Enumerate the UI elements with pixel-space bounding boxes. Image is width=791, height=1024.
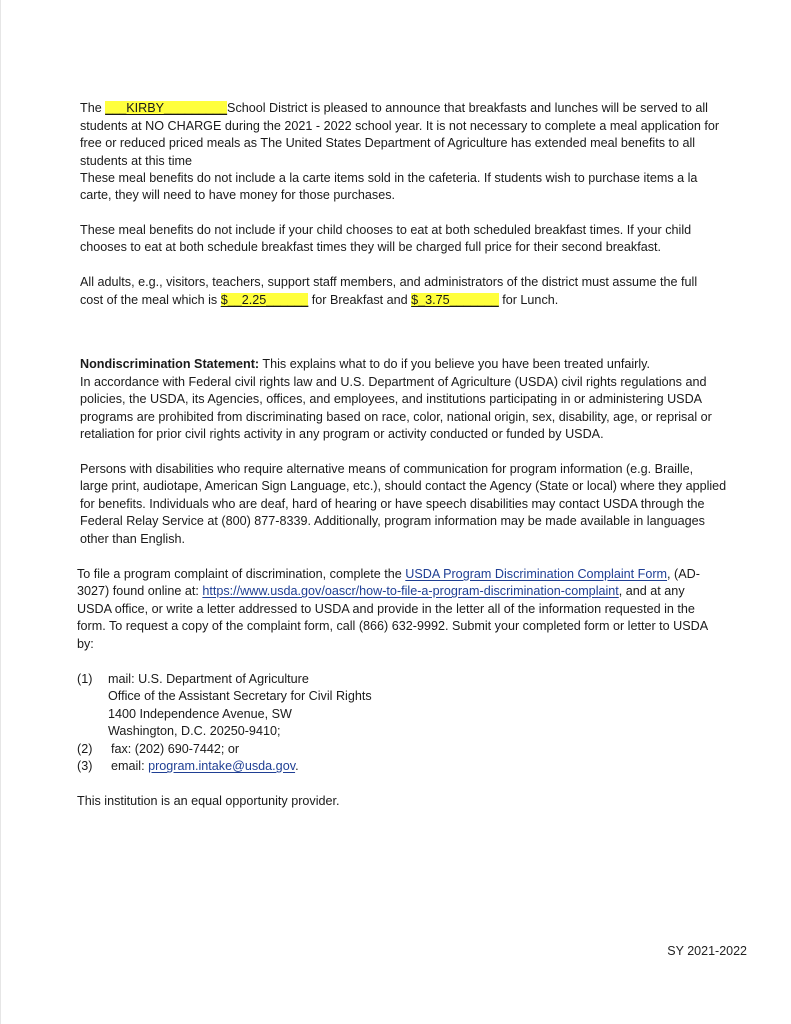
district-name-field: ___KIRBY_________ [105,101,228,115]
list-number-2: (2) [77,742,93,756]
equal-opportunity-statement: This institution is an equal opportunity provider. [77,794,340,808]
mail-line-3: 1400 Independence Avenue, SW [108,707,292,721]
complaint-form-link[interactable]: USDA Program Discrimination Complaint Form [405,567,668,581]
announcement-line-1 [80,100,708,117]
disability-line-1: Persons with disabilities who require alternative means of communication for program information (e.g. Braille, [80,462,694,476]
announcement-line-6: carte, they will need to have money for those purchases. [80,188,396,202]
announcement-line-3: free or reduced priced meals as The United States Department of Agriculture has extended meal benefits to all [80,136,696,150]
list-number-3: (3) [77,759,93,773]
form-number-text: , (AD- [667,567,700,581]
disability-line-5: other than English. [80,532,186,546]
breakfast-note-line-1: These meal benefits do not include if your child chooses to eat at both scheduled breakfast times. If your child [80,223,692,237]
breakfast-note-line-2: chooses to eat at both schedule breakfast times they will be charged full price for their second breakfast. [80,240,662,254]
complaint-line-1 [77,566,700,583]
announcement-line-2: students at NO CHARGE during the 2021 - 2022 school year. It is not necessary to complete a meal application for [80,119,720,133]
complaint-line-4: form. To request a copy of the complaint form, call (866) 632-9992. Submit your completed form or letter to USDA [77,619,709,633]
list-number-1: (1) [77,672,93,686]
announcement-line-5: These meal benefits do not include a la carte items sold in the cafeteria. If students wish to purchase items a la [80,171,698,185]
email-period: . [295,759,299,773]
adult-price-line-2 [80,292,558,309]
breakfast-price-field: $__2.25______ [220,293,309,307]
nondiscrimination-a-line-4: retaliation for prior civil rights activity in any program or activity conducted or funded by USDA. [80,427,604,441]
lunch-price-field: $_3.75_______ [411,293,499,307]
nondiscrimination-heading: Nondiscrimination Statement: [80,357,260,371]
adult-price-line-1: All adults, e.g., visitors, teachers, support staff members, and administrators of the district must assume the full [80,275,698,289]
disability-line-4: Federal Relay Service at (800) 877-8339. Additionally, program information may be made available in languages [80,514,705,528]
school-year-footer: SY 2021-2022 [667,944,747,958]
lunch-text: for Lunch. [498,293,559,307]
breakfast-text: for Breakfast and [308,293,412,307]
email-label: email: [111,759,149,773]
complaint-url-link[interactable]: https://www.usda.gov/oascr/how-to-file-a-program-discrimination-complaint [202,584,619,598]
mail-line-4: Washington, D.C. 20250-9410; [108,724,281,738]
mail-line-1: mail: U.S. Department of Agriculture [108,672,309,686]
complaint-line-3: USDA office, or write a letter addressed to USDA and provide in the letter all of the information requested in the [77,602,695,616]
nondiscrimination-heading-line [80,356,650,373]
complaint-line-5: by: [77,637,94,651]
nondiscrimination-a-line-2: policies, the USDA, its Agencies, offices, and employees, and institutions participating in or administering USDA [80,392,703,406]
disability-line-2: large print, audiotape, American Sign Language, etc.), should contact the Agency (State or local) where they applied [80,479,727,493]
announcement-line-4: students at this time [80,154,192,168]
nondiscrimination-a-line-3: programs are prohibited from discriminating based on race, color, national origin, sex, disability, age, or reprisal or [80,410,712,424]
fax-line: fax: (202) 690-7442; or [111,742,240,756]
complaint-line-2 [77,583,685,600]
nondiscrimination-a-line-1: In accordance with Federal civil rights law and U.S. Department of Agriculture (USDA) civil rights regulations and [80,375,707,389]
email-line [111,758,299,775]
found-online-text: 3027) found online at: [77,584,203,598]
the-text: The [80,101,106,115]
announcement-text: School District is pleased to announce that breakfasts and lunches will be served to all [227,101,708,115]
mail-line-2: Office of the Assistant Secretary for Civil Rights [108,689,372,703]
email-link[interactable]: program.intake@usda.gov [148,759,296,773]
any-office-text: , and at any [618,584,685,598]
cost-text: cost of the meal which is [80,293,221,307]
complaint-text: To file a program complaint of discrimination, complete the [77,567,406,581]
nondiscrimination-intro: This explains what to do if you believe you have been treated unfairly. [259,357,651,371]
disability-line-3: for benefits. Individuals who are deaf, hard of hearing or have speech disabilities may contact USDA through the [80,497,705,511]
